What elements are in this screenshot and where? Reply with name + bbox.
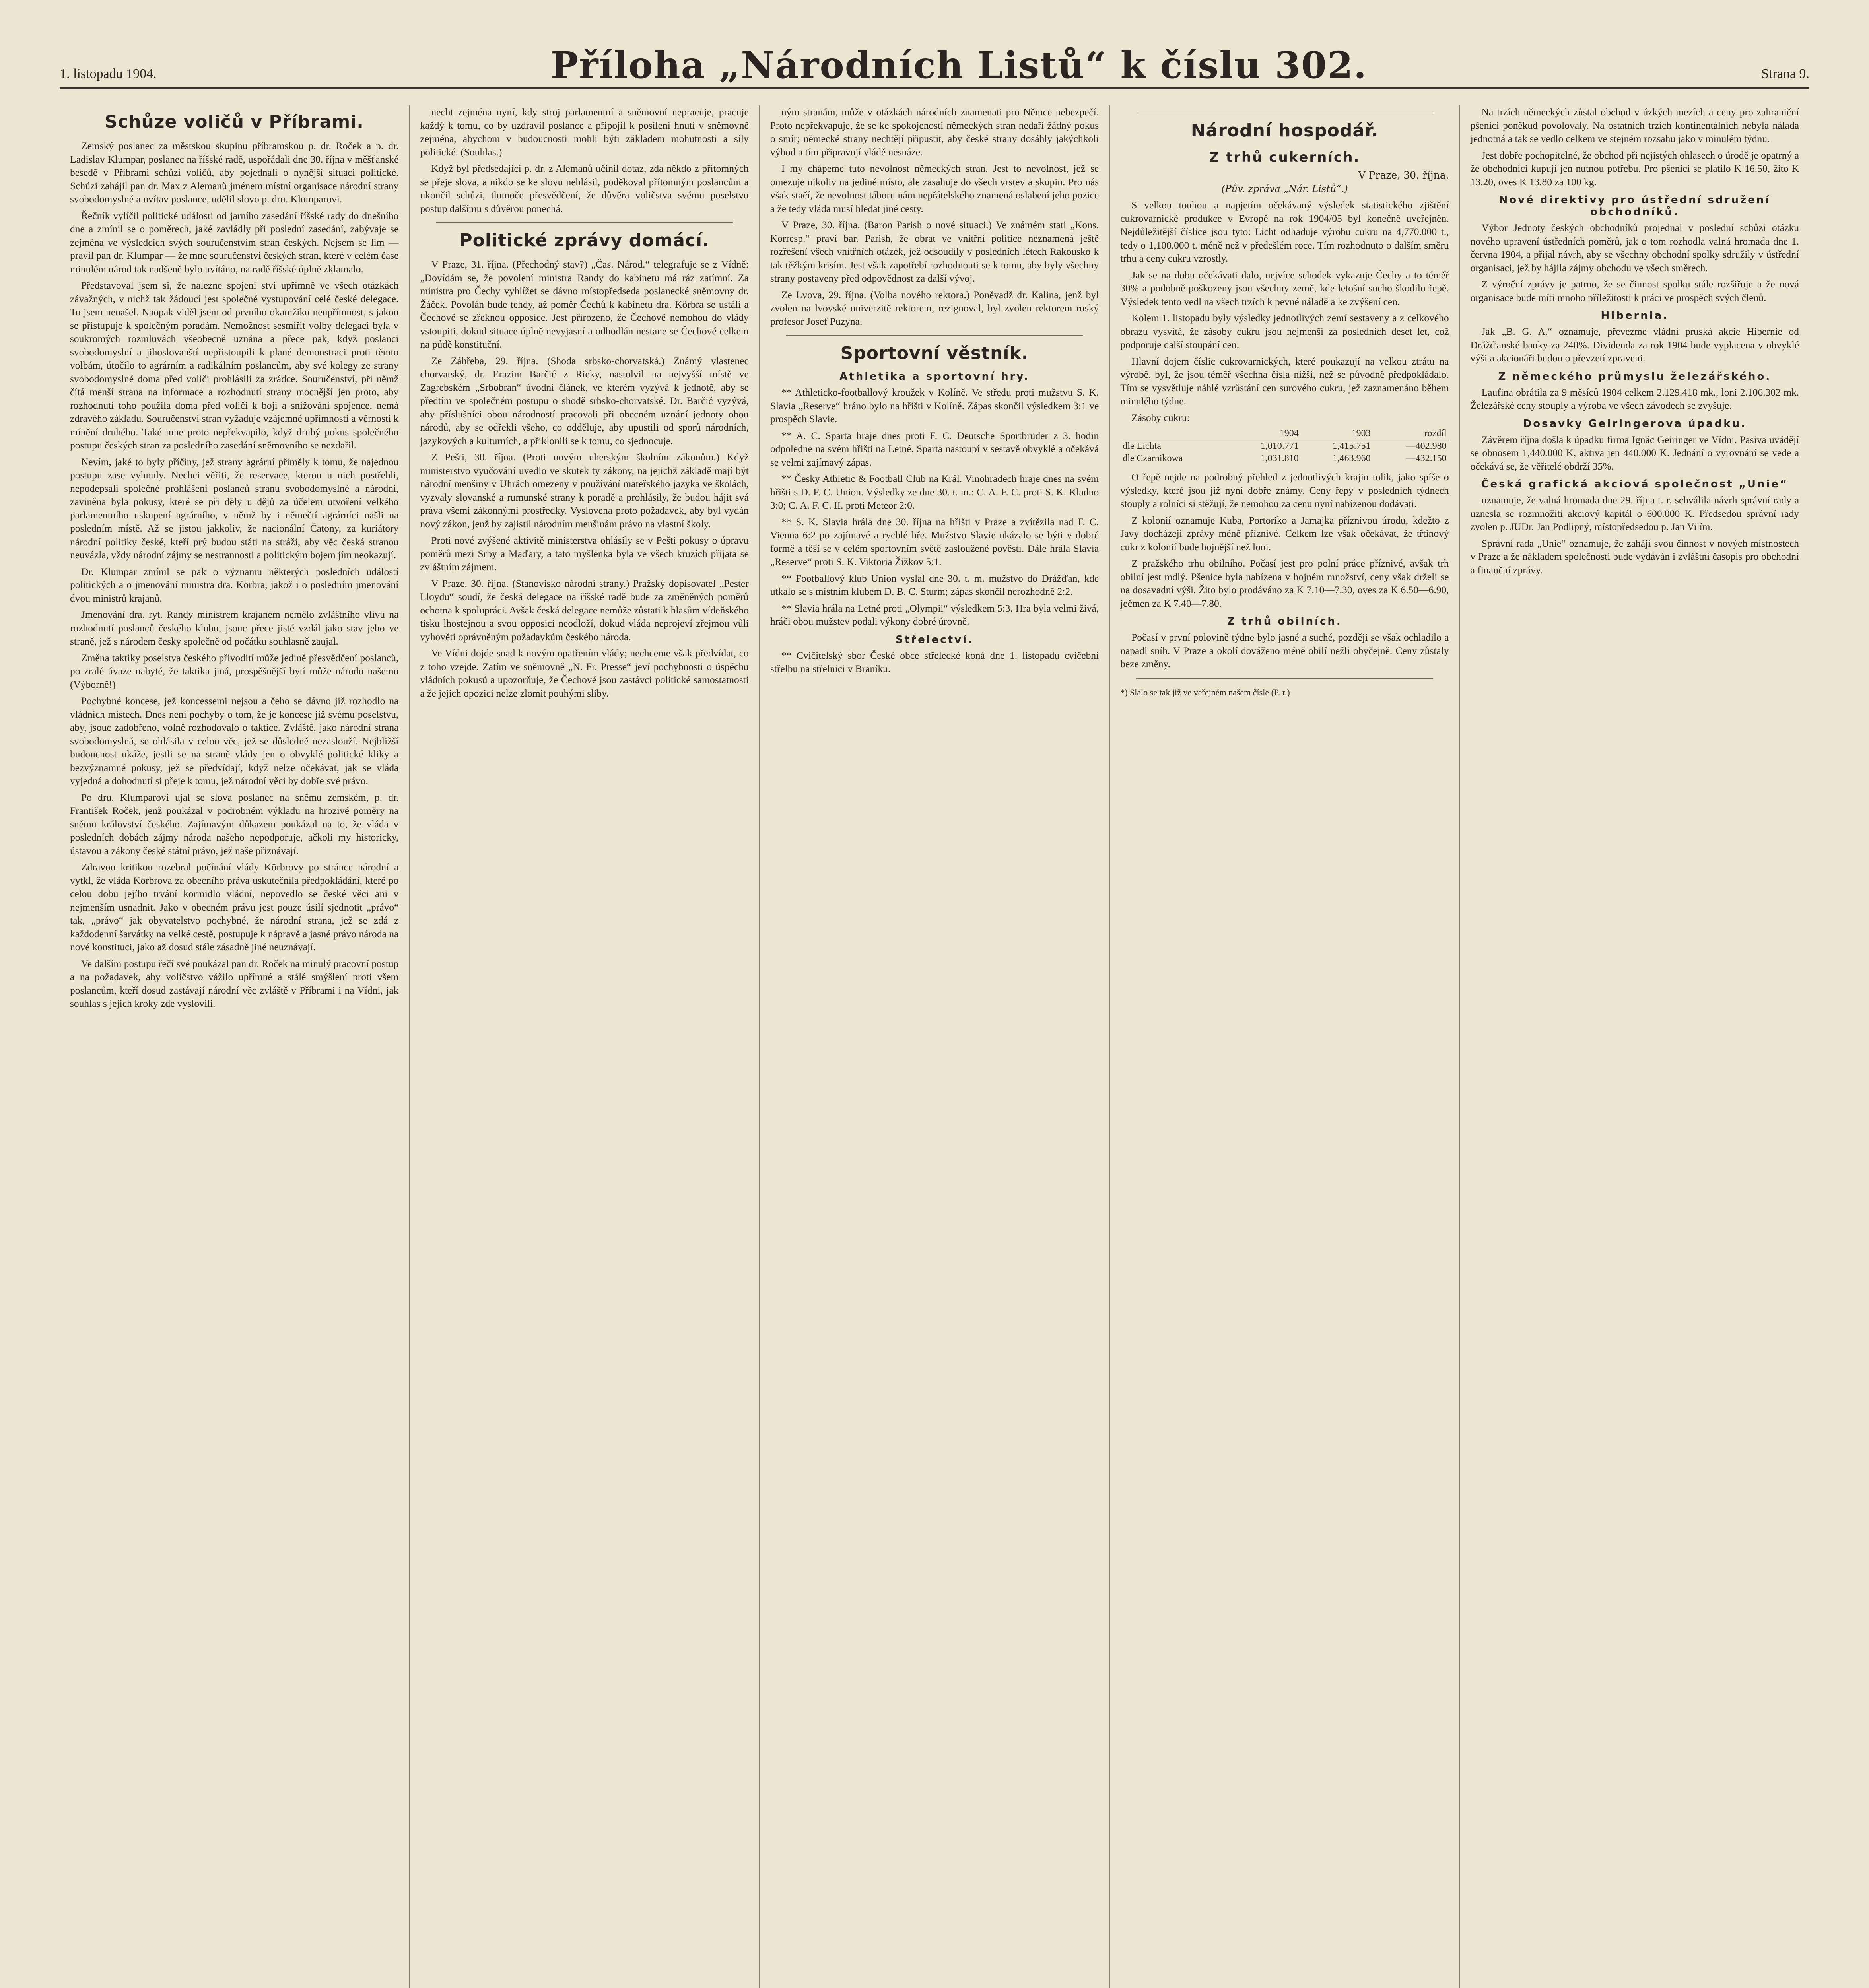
- subsection-association: Nové direktivy pro ústřední sdružení obchodníků.: [1499, 194, 1771, 218]
- table-cell: 1,415.751: [1332, 441, 1371, 451]
- paragraph: Jmenování dra. ryt. Randy ministrem krajanem nemělo zvláštního vlivu na rozhodnutí poslanců českého klubu, jsouc přece jisté vzdál jako stav jeho ve straně, jež s národem česky společně od počátku souhlasně zaujal.: [70, 609, 399, 647]
- paragraph: O řepě nejde na podrobný přehled z jednotlivých krajin tolik, jako spíše o výsledky, které jsou již nyní dobře známy. Ceny řepy v posledních týdnech stouply a rolníci si stěžují, že nemohou za cenu nyní nabízenou dodávati.: [1120, 471, 1449, 509]
- table-cell: 1,031.810: [1260, 453, 1299, 464]
- section-rule: [436, 222, 732, 223]
- issue-date: 1. listopadu 1904.: [60, 66, 157, 81]
- paragraph: Po dru. Klumparovi ujal se slova poslanec na sněmu zemském, p. dr. František Roček, jenž poukázal v podrobném výkladu na hrozivé poměry na sněmu království českého. Zajímavým důkazem poukázal na to, že vláda v posledních dobách zájmy národa našeho nepodporuje, ačkoli my historicky, ústavou a zákony české státní právo, jež naše přiznávají.: [70, 791, 399, 856]
- table-header: 1903: [1301, 427, 1373, 440]
- section-rule: [786, 335, 1083, 336]
- sport-item: ** Slavia hrála na Letné proti „Olympii“ výsledkem 5:3. Hra byla velmi živá, hráči obou mužstev podali výkony dobré úrovně.: [770, 602, 1099, 627]
- columns: [60, 105, 1809, 1988]
- subsection-shooting: Střelectví.: [896, 633, 973, 646]
- page-number: Strana 9.: [1761, 66, 1809, 81]
- news-item: V Praze, 31. října. (Přechodný stav?) „Čas. Národ.“ telegrafuje se z Vídně: „Dovídám se, že povolení ministra Randy do kabinetu má ráz zatímní. Za ministra pro Čechy vyhlížet se dávno místopředseda poslanecké sněmovny dr. Žáček. Povolán bude tehdy, až poměr Čechů k kabinetu dra. Körbra se ustálí a Čechové se zřeknou opposice. Jest přirozeno, že Čechové nemohou do vlády vstoupiti, dokud situace úplně nevyjasní a odhodlán nestane se Čechové celkem na půdě konstituční.: [420, 258, 749, 350]
- table-header: [1120, 427, 1229, 440]
- subsection-grain: Z trhů obilních.: [1227, 615, 1342, 627]
- paragraph: Z pražského trhu obilního. Počasí jest pro polní práce příznivé, avšak trh obilní jest mdlý. Pšenice byla nabízena v hojném množství, ceny však drželi se na dosavadní výši. Žito bylo prodáváno za K 7.10—7.30, oves za K 6.50—6.90, ječmen za K 7.40—7.80.: [1120, 557, 1449, 609]
- subsection-iron: Z německého průmyslu železářského.: [1498, 370, 1772, 382]
- paragraph: Výbor Jednoty českých obchodníků projednal v poslední schůzi otázku nového upravení ústředních poměrů, jak o tom rozhodla valná hromada dne 1. června 1904, a přijal návrh, aby se všechny obchodní spolky sdružily v ústřední organisaci, jež by hájila zájmy obchodu ve všech směrech.: [1470, 222, 1799, 274]
- news-item: V Praze, 30. října. (Stanovisko národní strany.) Pražský dopisovatel „Pester Lloydu“ soudí, že česká delegace na říšské radě bude za změněných poměrů ochotna k spolupráci. Avšak česká delegace nemůže zůstati k hlasům vídeňského tisku lhostejnou a svou opposici neodloží, dokud vláda neprojeví zřejmou vůli vyhověti oprávněným požadavkům českého národa.: [420, 577, 749, 643]
- section-title-sport: Sportovní věstník.: [840, 343, 1029, 363]
- paragraph: Na trzích německých zůstal obchod v úzkých mezích a ceny pro zahraniční pšenici poněkud povolovaly. Na ostatních trzích kontinentálních nebyla nálada jednotná a tak se vedlo celkem ve stejném rozsahu jako v minulém týdnu.: [1470, 106, 1799, 144]
- table-header: rozdíl: [1373, 427, 1449, 440]
- paragraph: Nevím, jaké to byly příčiny, jež strany agrární přiměly k tomu, že najednou postupu zase vyhnuly. Nechci věřiti, že reservace, kterou u nich postřehli, nepodepsali společné prohlášení poslanců stranu svobodomyslné a národní, zaviněna byla pokusy, které se při děly u dějů za účelem utvoření velkého parlamentního uskupení agrárního, v němž by i němečtí agrárníci našli na posledním místě. Až se jistou jakkoliv, že nacionální Čatony, za kuriátory národní politiky české, kteří prý budou státi na stráži, aby věc česká stranou neuvázla, vždy národní zájmy se nestrannosti a politickým bojem jím neokazují.: [70, 456, 399, 561]
- byline: (Pův. zpráva „Nár. Listů“.): [1221, 183, 1348, 194]
- dateline: V Praze, 30. října.: [1358, 169, 1449, 181]
- paragraph: Dr. Klumpar zmínil se pak o významu některých posledních událostí politických a o jmenování ministra dra. Körbra, jakož i o posledním jmenování dvou ministrů krajanů.: [70, 565, 399, 604]
- paragraph: S velkou touhou a napjetím očekávaný výsledek statistického zjištění cukrovarnické produkce v Evropě na rok 1904/05 byl konečně uveřejněn. Nejdůležitější číslice jsou tyto: Licht odhaduje výrobu cukru na 4,770.000 t., tedy o 1,100.000 t. méně než v předešlém roce. Tím rozhodnuto o dalším směru trhu a ceny cukru vzrostly.: [1120, 199, 1449, 264]
- table-caption: Zásoby cukru:: [1131, 412, 1190, 423]
- sport-item: ** Footballový klub Union vyslal dne 30. t. m. mužstvo do Drážďan, kde utkalo se s místním klubem D. B. C. Sturm; zápas skončil nerozhodně 2:2.: [770, 572, 1099, 597]
- paragraph: Jest dobře pochopitelné, že obchod při nejistých ohlasech o úrodě je opatrný a že obchodníci kupují jen nutnou potřebu. Pro pšenici se platilo K 16.50, žito K 13.20, oves K 13.80 za 100 kg.: [1470, 149, 1799, 188]
- table-row: [1120, 452, 1449, 465]
- paragraph: Závěrem října došla k úpadku firma Ignác Geiringer ve Vídni. Pasiva uvádějí se obnosem 1,440.000 K, aktiva jen 440.000 K. Jednání o vyrovnání se vede a očekává se, že věřitelé obdrží 35%.: [1470, 433, 1799, 472]
- paragraph: Řečník vylíčil politické události od jarního zasedání říšské rady do dnešního dne a zmínil se o poměrech, jaké zavládly při poslední zasedání, zabývaje se zejména ve výsledcích svých souručenstvím stran českých. Nejsem se lim — pravil pan dr. Klumpar — že mne souručenství českých stran, které v celém čase minulém národ tak nadšeně bylo uvítáno, na radě říšské úplně zklamalo.: [70, 210, 399, 275]
- news-item: Proti nové zvýšené aktivitě ministerstva ohlásily se v Pešti pokusy o úpravu poměrů mezi Srby a Maďary, a tato myšlenka byla ve všech kruzích přijata se zvláštním zájmem.: [420, 534, 749, 573]
- subsection-union: Česká grafická akciová společnost „Unie“: [1481, 478, 1789, 490]
- table-header: 1904: [1229, 427, 1301, 440]
- table-header-row: [1120, 427, 1449, 440]
- paragraph: necht zejména nyní, kdy stroj parlamentní a sněmovní nepracuje, pracuje každý k tomu, co by uzdravil poslance a připojil k posílení hnutí v sněmovně zejména, abychom v budoucnosti mohli býti základem mohutnosti a síly politické. (Souhlas.): [420, 106, 749, 158]
- news-item: Z Pešti, 30. října. (Proti novým uherským školním zákonům.) Když ministerstvo vyučování uvedlo ve skutek ty zákony, na jejichž základě mají být národní menšiny v Uhrách omezeny v používání mateřského jazyka ve školách, vyzvaly slovanské a rumunské strany k poradě a prohlásily, že budou hájit svá práva všemi zákonnými prostředky. Vyslovena proto požadavek, aby byl vydán nový zákon, jenž by zajistil národním menšinám právo na vlastní školy.: [420, 451, 749, 530]
- column-1: [60, 105, 410, 1988]
- table-row: [1120, 440, 1449, 453]
- subsection-geiringer: Dosavky Geiringerova úpadku.: [1523, 417, 1747, 430]
- table-cell: dle Czarnikowa: [1123, 453, 1183, 464]
- footnote: *) Slalo se tak již ve veřejném našem čísle (P. r.): [1120, 687, 1290, 697]
- column-2: [410, 105, 760, 1988]
- page-header: [60, 44, 1809, 89]
- subsection-athletics: Athletika a sportovní hry.: [839, 371, 1030, 382]
- paragraph: Představoval jsem si, že nalezne spojení stvi upřímně ve všech otázkách závažných, v nichž tak žádoucí jest společné vystupování celé české delegace. To jsem nenašel. Naopak viděl jsem od prvního okamžiku neupřímnost, s jakou se přistupuje k společným poradám. Nemožnost sesmířit volby delegací byla v soukromých rozmluvách všeobecně uznána a přece pak, když poslanci svobodomyslní a jihoslovanští nepřistoupili k plané demonstraci proti těmto volbám, útočilo to agrárním a radikálním poslancům, aby své kolegy ze strany svobodomyslné doma před voliči prohlásili za zrádce. Souručenství, při němž čítá menší strana na informace a rozhodnutí strany mocnější jen proto, aby rozhodnutí toho použila doma před voliči k boji a snižování spojence, nemá zdravého základu. Souručenství stran vyžaduje vzájemné upřímnosti a věrnosti k mínění druhého. Také mne proto nepřekvapilo, když druhý pokus společného postupu českých stran za posledního zasedání sněmovního se nezdařil.: [70, 280, 399, 451]
- news-item: Ze Lvova, 29. října. (Volba nového rektora.) Poněvadž dr. Kalina, jenž byl zvolen na lvovské univerzitě rektorem, rezignoval, byl zvolen rektorem ruský profesor Josef Puzyna.: [770, 289, 1099, 327]
- subsection-sugar: Z trhů cukerních.: [1209, 149, 1360, 165]
- paragraph: Zemský poslanec za městskou skupinu příbramskou p. dr. Roček a p. dr. Ladislav Klumpar, poslanec na říšské radě, uspořádali dne 30. října v měšťanské besedě v Příbrami schůzi voličů, aby pojednali o nynější situaci politické. Schůzi zahájil pan dr. Max z Alemanů jménem místní organisace národní strany svobodomyslné a uvítav poslance, udělil slovo p. dru. Klumparovi.: [70, 140, 399, 205]
- sport-item: ** Cvičitelský sbor České obce střelecké koná dne 1. listopadu cvičební střelbu na střelnici v Braníku.: [770, 649, 1099, 674]
- paragraph: Správní rada „Unie“ oznamuje, že zahájí svou činnost v nových místnostech v Praze a že nákladem společnosti bude vydáván i zvláštní časopis pro obchodní a finanční zprávy.: [1470, 537, 1799, 576]
- paragraph: Kolem 1. listopadu byly výsledky jednotlivých zemí sestaveny a z celkového obrazu vysvítá, že zásoby cukru jsou nejmenší za posledních deset let, což podporuje další stoupání cen.: [1120, 312, 1449, 350]
- column-4: [1110, 105, 1460, 1988]
- paragraph: Z kolonií oznamuje Kuba, Portoriko a Jamajka příznivou úrodu, kdežto z Javy docházejí zprávy méně příznivé. Celkem lze však očekávat, že třtinový cukr z kolonií bude hojnější než loni.: [1120, 514, 1449, 553]
- sport-item: ** A. C. Sparta hraje dnes proti F. C. Deutsche Sportbrüder z 3. hodin odpoledne na svém hřišti na Letné. Sparta nastoupí v sestavě obvyklé a očekává se velmi zajímavý zápas.: [770, 429, 1099, 468]
- paragraph: Jak „B. G. A.“ oznamuje, převezme vládní pruská akcie Hibernie od Drážďanské banky za 240%. Dividenda za rok 1904 bude vyplacena v obvyklé výši a akcionáři budou o převzetí zpraveni.: [1470, 326, 1799, 364]
- section-rule: [1136, 678, 1433, 679]
- table-cell: —432.150: [1406, 453, 1447, 464]
- sugar-stocks-table: [1120, 427, 1449, 465]
- paragraph: oznamuje, že valná hromada dne 29. října t. r. schválila návrh správní rady a uznesla se rozmnožiti akciový kapitál o 600.000 K. Předsedou správní rady zvolen p. JUDr. Jan Podlipný, místopředsedou p. Jan Vilím.: [1470, 494, 1799, 532]
- paragraph: Když byl předsedající p. dr. z Alemanů učinil dotaz, zda někdo z přítomných se přeje slova, a nikdo se ke slovu nehlásil, poděkoval přítomným poslancům a ukončil schůzi, tlumoče přesvědčení, že důvěra voličstva svému poselstvu postup dalšímu s důvěrou ponechá.: [420, 163, 749, 214]
- paragraph: Počasí v první polovině týdne bylo jasné a suché, později se však ochladilo a napadl sníh. V Praze a okolí dováženo méně obilí nežli obyčejně. Ceny zůstaly beze změny.: [1120, 631, 1449, 670]
- table-cell: 1,010.771: [1260, 441, 1299, 451]
- column-3: [760, 105, 1110, 1988]
- table-cell: —402.980: [1406, 441, 1447, 451]
- table-cell: dle Lichta: [1123, 441, 1161, 451]
- article-title-voters: Schůze voličů v Příbrami.: [105, 112, 364, 132]
- paragraph: Laufina obrátila za 9 měsíců 1904 celkem 2.129.418 mk., loni 2.106.302 mk. Železářské ceny stouply a výroba ve všech závodech se zvyšuje.: [1470, 386, 1799, 411]
- section-title-economy: Národní hospodář.: [1191, 120, 1379, 141]
- paragraph: Z výroční zprávy je patrno, že se činnost spolku stále rozšiřuje a že nová organisace bude míti mnoho příležitosti k práci ve prospěch svých členů.: [1470, 278, 1799, 303]
- sport-item: ** Athleticko-footballový kroužek v Kolíně. Ve středu proti mužstvu S. K. Slavia „Reserve“ hráno bylo na hřišti v Kolíně. Zápas skončil výsledkem 3:1 ve prospěch Slavie.: [770, 386, 1099, 425]
- paragraph: Zdravou kritikou rozebral počínání vlády Körbrovy po stránce národní a vytkl, že vláda Körbrova za obecního práva uskutečnila předpokládání, které po celou dobu jejího trvání kormidlo vládní, nepovedlo se české věci ani v nejmenším usnadnit. Jako v obecném právu jest pouze úsilí sjednotit „právo“ tak, „právo“ jak obyvatelstvo pochybné, že národní strana, jež se zdá z každodenní šarvátky na velké cestě, postupuje k nápravě a jasné právo národa na nové konstituci, jako až dosud stále zásadně jiné neuznávají.: [70, 861, 399, 953]
- paragraph: I my chápeme tuto nevolnost německých stran. Jest to nevolnost, jež se omezuje nikoliv na jediné místo, ale zasahuje do všech vrstev a skupin. Pro nás však stačí, že nevolnost táboru nám nepřátelského znamená oslabení jeho pozice a že tedy vláda musí hledat jiné cesty.: [770, 163, 1099, 214]
- supplement-title: Příloha „Národních Listů“ k číslu 302.: [550, 44, 1368, 87]
- news-item: V Praze, 30. října. (Baron Parish o nové situaci.) Ve známém stati „Kons. Korresp.“ praví bar. Parish, že obrat ve vnitřní politice neznamená ještě rozřešení všech vnitřních otázek, jež odsoudily v posledních létech Rakousko k tak těžkým krisím. Jest však zapotřebí rozhodnouti se k tomu, aby byly všechny strany postaveny před odpovědnost za další vývoj.: [770, 219, 1099, 284]
- paragraph: Změna taktiky poselstva českého přivodití může jedině přesvědčení poslanců, po zralé úvaze nabyté, že taktika jiná, prospěšnější bytí může národu našemu (Výborně!): [70, 652, 399, 690]
- table-cell: 1,463.960: [1332, 453, 1371, 464]
- paragraph: ným stranám, může v otázkách národních znamenati pro Němce nebezpečí. Proto nepřekvapuje, že se ke spokojenosti německých stran nedaří žádný pokus o smír; německé strany nechtějí připustit, aby české strany dosáhly jakýchkoli výhod a tím připravují vládě nesnáze.: [770, 106, 1099, 158]
- subsection-hibernia: Hibernia.: [1601, 310, 1669, 322]
- paragraph: Ve dalším postupu řečí své poukázal pan dr. Roček na minulý pracovní postup a na požadavek, aby voličstvo vážilo upřímné a stálé smýšlení proti všem poslancům, kteří dosud zastávají národní věc zvláště v Příbrami i na Vídni, jak souhlas s jejich kroky zde vyslovili.: [70, 957, 399, 1009]
- paragraph: Pochybné koncese, jež koncessemi nejsou a čeho se dávno již rozhodlo na vládních místech. Dnes není pochyby o tom, že je koncese již svému poselstvu, aby, jsouc zadobřeno, volně rozhodovalo o taktice. Zvláště, jako národní strana svobodomyslná, se ohlásila v celou věc, jež se důsledně nezaslouží. Nejbližší budoucnost ukáže, jestli se na straně vlády jen o obvyklé politické kliky a bezvýznamné pokusy, jež se předvídají, když nelze očekávat, jak se vláda vyjedná a dohodnutí si přeje k tomu, jež národní věci by dobře své právo.: [70, 695, 399, 786]
- paragraph: Hlavní dojem číslic cukrovarnických, které poukazují na velkou ztrátu na výrobě, byl, že jsou téměř všechna čísla nižší, než se původně předpokládalo. Tím se vysvětluje náhlé vzrůstání cen surového cukru, jež zaznamenáno během minulého týdne.: [1120, 355, 1449, 407]
- column-5: [1460, 105, 1809, 1988]
- sport-item: ** S. K. Slavia hrála dne 30. října na hřišti v Praze a zvítězila nad F. C. Vienna 6:2 po zajímavé a rychlé hře. Mužstvo Slavie ukázalo se býti v dobré formě a těší se v celém sportovním světě zasloužené pověsti. Dále hrála Slavia „Reserve“ proti S. K. Viktoria Žižkov 5:1.: [770, 516, 1099, 567]
- sport-item: ** Česky Athletic & Football Club na Král. Vinohradech hraje dnes na svém hřišti s D. F. C. Union. Výsledky ze dne 30. t. m.: C. A. F. C. proti S. K. Kladno 3:0; C. A. F. C. II. proti Meteor 2:0.: [770, 473, 1099, 511]
- paragraph: Jak se na dobu očekávati dalo, nejvíce schodek vykazuje Čechy a to téměř 30% a podobně poškozeny jsou všechny země, kde letošní sucho škodilo řepě. Výsledek tento vedl na všech trzích k pevné náladě a ke zvýšení cen.: [1120, 269, 1449, 307]
- news-item: Ze Záhřeba, 29. října. (Shoda srbsko-chorvatská.) Známý vlastenec chorvatský, dr. Erazim Barčić z Rieky, nastolvil na nejvyšší místě ve Zagrebském „Srbobran“ úvodní článek, ve kterém vyzývá k jednotě, aby se předtím ve společném postupu o shodě srbsko-chorvatské. Dr. Barčić vyzývá, aby příslušníci obou národností pracovali při obecném uznání jednoty obou národů, aby se odřekli všeho, co odděluje, aby upustili od sporů národních, jazykových a kulturních, a přiklonili se k tomu, co sjednocuje.: [420, 355, 749, 447]
- section-title-political: Politické zprávy domácí.: [459, 230, 709, 250]
- news-item: Ve Vídni dojde snad k novým opatřením vlády; nechceme však předvídat, co z toho vzejde. Zatím ve sněmovně „N. Fr. Presse“ jeví pochybnosti o úspěchu vládních pokusů a upozorňuje, že Čechové jsou zastávci politické samostatnosti a že jejich opozici nelze zlomit pouhými sliby.: [420, 647, 749, 699]
